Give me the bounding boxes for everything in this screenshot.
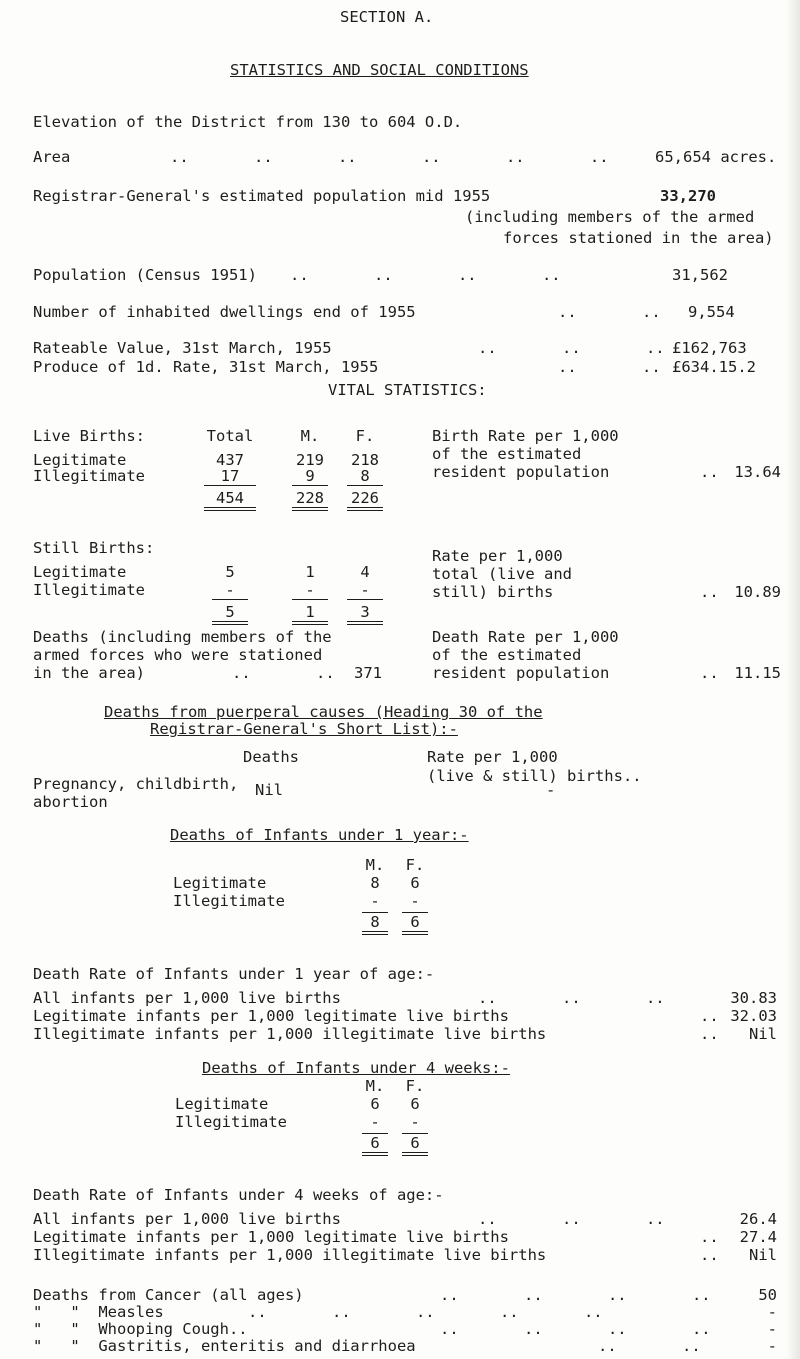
infants-year-rate-legit-label: Legitimate infants per 1,000 legitimate live births xyxy=(33,1007,509,1025)
infants-4weeks-illegitimate-m: - xyxy=(370,1113,380,1131)
puerperal-title-2: Registrar-General's Short List):- xyxy=(150,720,458,738)
live-illegitimate-f: 8 xyxy=(347,467,383,486)
infants-year-illegitimate-f: - xyxy=(410,892,420,910)
infants-4weeks-rate-legit-value: 27.4 xyxy=(739,1228,777,1246)
infants-year-rate-legit-value: 32.03 xyxy=(730,1007,777,1025)
deaths-dots: .. .. xyxy=(232,664,335,682)
infants-year-rate-all-label: All infants per 1,000 live births xyxy=(33,989,341,1007)
still-illegitimate-f: - xyxy=(347,581,383,600)
pop-estimate-label: Registrar-General's estimated population mid 1955 xyxy=(33,187,491,205)
infants-4weeks-rate-illegit-value: Nil xyxy=(749,1246,777,1264)
pop-estimate-note-2: forces stationed in the area) xyxy=(503,229,774,247)
pop-estimate-note-1: (including members of the armed xyxy=(465,208,755,226)
produce-value: £634.15.2 xyxy=(672,358,756,376)
infants-year-total-f: 6 xyxy=(402,912,428,935)
infants-4weeks-legitimate-label: Legitimate xyxy=(175,1095,269,1113)
area-dots: .. .. .. .. .. .. xyxy=(170,148,609,166)
infants-4weeks-title: Deaths of Infants under 4 weeks:- xyxy=(202,1059,510,1077)
measles-deaths-label: " " Measles xyxy=(33,1303,164,1321)
infants-4weeks-rate-all-value: 26.4 xyxy=(739,1210,777,1228)
puerperal-rate-value: - xyxy=(546,781,556,799)
pregnancy-label-2: abortion xyxy=(33,793,108,811)
dwellings-dots: .. .. xyxy=(558,303,661,321)
infants-4weeks-m-header: M. xyxy=(365,1077,385,1095)
still-illegitimate-m: - xyxy=(292,581,328,600)
col-m-header: M. xyxy=(300,427,320,445)
dwellings-label: Number of inhabited dwellings end of 1955 xyxy=(33,303,416,321)
birth-rate-line-1: Birth Rate per 1,000 xyxy=(432,427,619,445)
still-total-total: 5 xyxy=(212,603,248,625)
cancer-deaths-dots: .. .. .. .. xyxy=(440,1286,711,1304)
produce-dots: .. .. xyxy=(558,358,661,376)
gastritis-deaths-dots: .. .. xyxy=(598,1337,701,1355)
infants-4weeks-rate-illegit-label: Illegitimate infants per 1,000 illegitimate live births xyxy=(33,1246,547,1264)
col-total-header: Total xyxy=(206,427,254,445)
infants-year-rate-illegit-label: Illegitimate infants per 1,000 illegitimate live births xyxy=(33,1025,547,1043)
live-illegitimate-total: 17 xyxy=(204,467,256,486)
infants-year-m-header: M. xyxy=(365,856,385,874)
still-total-f: 3 xyxy=(347,603,383,625)
live-legitimate-f: 218 xyxy=(351,451,379,469)
live-total-total: 454 xyxy=(204,489,256,511)
whooping-cough-deaths-label: " " Whooping Cough.. xyxy=(33,1320,248,1338)
still-rate-line-1: Rate per 1,000 xyxy=(432,547,563,565)
area-value: 65,654 acres. xyxy=(655,148,777,166)
live-legitimate-label: Legitimate xyxy=(33,451,127,469)
infants-year-rate-all-dots: .. .. .. xyxy=(478,989,665,1007)
puerperal-deaths-value: Nil xyxy=(255,781,283,799)
infants-year-legitimate-f: 6 xyxy=(410,874,420,892)
infants-4weeks-rate-legit-dots: .. xyxy=(700,1228,719,1246)
infants-year-rate-illegit-dots: .. xyxy=(700,1025,719,1043)
whooping-cough-deaths-value: - xyxy=(767,1320,777,1338)
live-legitimate-m: 219 xyxy=(296,451,324,469)
infants-4weeks-rate-title: Death Rate of Infants under 4 weeks of age:- xyxy=(33,1186,444,1204)
measles-deaths-dots: .. .. .. .. .. xyxy=(248,1303,603,1321)
still-legitimate-total: 5 xyxy=(225,563,235,581)
infants-4weeks-rate-illegit-dots: .. xyxy=(700,1246,719,1264)
still-legitimate-label: Legitimate xyxy=(33,563,127,581)
page-edge-shadow xyxy=(786,0,800,1359)
infants-year-illegitimate-label: Illegitimate xyxy=(173,892,285,910)
deaths-line-1: Deaths (including members of the xyxy=(33,628,332,646)
infants-4weeks-rate-legit-label: Legitimate infants per 1,000 legitimate live births xyxy=(33,1228,509,1246)
still-rate-line-3: still) births xyxy=(432,583,554,601)
vital-statistics-title: VITAL STATISTICS: xyxy=(328,381,487,399)
infants-4weeks-rate-all-label: All infants per 1,000 live births xyxy=(33,1210,341,1228)
live-total-m: 228 xyxy=(292,489,328,511)
still-total-m: 1 xyxy=(292,603,328,625)
puerperal-title-1: Deaths from puerperal causes (Heading 30 of the xyxy=(104,703,543,721)
live-illegitimate-m: 9 xyxy=(292,467,328,486)
measles-deaths-value: - xyxy=(767,1303,777,1321)
whooping-cough-deaths-dots: .. .. .. .. xyxy=(440,1320,711,1338)
infants-4weeks-legitimate-m: 6 xyxy=(370,1095,380,1113)
infants-4weeks-total-f: 6 xyxy=(402,1133,428,1156)
pop-estimate-value: 33,270 xyxy=(660,187,716,205)
puerperal-deaths-header: Deaths xyxy=(243,748,299,766)
rateable-dots: .. .. .. xyxy=(478,339,665,357)
dwellings-value: 9,554 xyxy=(688,303,735,321)
infants-year-f-header: F. xyxy=(405,856,425,874)
live-illegitimate-label: Illegitimate xyxy=(33,467,145,485)
section-heading: SECTION A. xyxy=(340,8,434,26)
live-legitimate-total: 437 xyxy=(216,451,244,469)
gastritis-deaths-value: - xyxy=(767,1337,777,1355)
produce-label: Produce of 1d. Rate, 31st March, 1955 xyxy=(33,358,379,376)
pregnancy-label-1: Pregnancy, childbirth, xyxy=(33,775,239,793)
still-legitimate-m: 1 xyxy=(305,563,315,581)
page-title: STATISTICS AND SOCIAL CONDITIONS xyxy=(230,61,529,79)
infants-year-rate-all-value: 30.83 xyxy=(730,989,777,1007)
census-dots: .. .. .. .. xyxy=(290,266,561,284)
live-births-label: Live Births: xyxy=(33,427,145,445)
birth-rate-dots: .. xyxy=(700,463,719,481)
death-rate-line-3: resident population xyxy=(432,664,610,682)
area-label: Area xyxy=(33,148,71,166)
rateable-value: £162,763 xyxy=(672,339,747,357)
infants-4weeks-rate-all-dots: .. .. .. xyxy=(478,1210,665,1228)
elevation-line: Elevation of the District from 130 to 604 O.D. xyxy=(33,113,463,131)
deaths-line-2: armed forces who were stationed xyxy=(33,646,323,664)
infants-year-legitimate-m: 8 xyxy=(370,874,380,892)
census-label: Population (Census 1951) xyxy=(33,266,257,284)
infants-4weeks-legitimate-f: 6 xyxy=(410,1095,420,1113)
still-rate-value: 10.89 xyxy=(734,583,781,601)
rateable-label: Rateable Value, 31st March, 1955 xyxy=(33,339,332,357)
deaths-line-3: in the area) xyxy=(33,664,145,682)
cancer-deaths-label: Deaths from Cancer (all ages) xyxy=(33,1286,304,1304)
infants-year-rate-legit-dots: .. xyxy=(700,1007,719,1025)
puerperal-rate-header-2: (live & still) births.. xyxy=(427,767,642,785)
deaths-value: 371 xyxy=(354,664,382,682)
infants-4weeks-illegitimate-label: Illegitimate xyxy=(175,1113,287,1131)
still-births-label: Still Births: xyxy=(33,539,155,557)
death-rate-dots: .. xyxy=(700,664,719,682)
still-rate-dots: .. xyxy=(700,583,719,601)
still-legitimate-f: 4 xyxy=(360,563,370,581)
infants-year-title: Deaths of Infants under 1 year:- xyxy=(170,826,469,844)
death-rate-value: 11.15 xyxy=(734,664,781,682)
infants-year-illegitimate-m: - xyxy=(370,892,380,910)
puerperal-rate-header-1: Rate per 1,000 xyxy=(427,748,558,766)
live-total-f: 226 xyxy=(347,489,383,511)
still-illegitimate-label: Illegitimate xyxy=(33,581,145,599)
infants-4weeks-f-header: F. xyxy=(405,1077,425,1095)
death-rate-line-1: Death Rate per 1,000 xyxy=(432,628,619,646)
cancer-deaths-value: 50 xyxy=(758,1286,777,1304)
infants-year-legitimate-label: Legitimate xyxy=(173,874,267,892)
birth-rate-line-2: of the estimated xyxy=(432,445,582,463)
infants-4weeks-illegitimate-f: - xyxy=(410,1113,420,1131)
birth-rate-value: 13.64 xyxy=(734,463,781,481)
still-illegitimate-total: - xyxy=(212,581,248,600)
gastritis-deaths-label: " " Gastritis, enteritis and diarrhoea xyxy=(33,1337,416,1355)
infants-year-rate-illegit-value: Nil xyxy=(749,1025,777,1043)
death-rate-line-2: of the estimated xyxy=(432,646,582,664)
infants-year-total-m: 8 xyxy=(362,912,388,935)
infants-4weeks-total-m: 6 xyxy=(362,1133,388,1156)
birth-rate-line-3: resident population xyxy=(432,463,610,481)
still-rate-line-2: total (live and xyxy=(432,565,572,583)
census-value: 31,562 xyxy=(672,266,728,284)
col-f-header: F. xyxy=(355,427,375,445)
infants-year-rate-title: Death Rate of Infants under 1 year of age:- xyxy=(33,965,435,983)
